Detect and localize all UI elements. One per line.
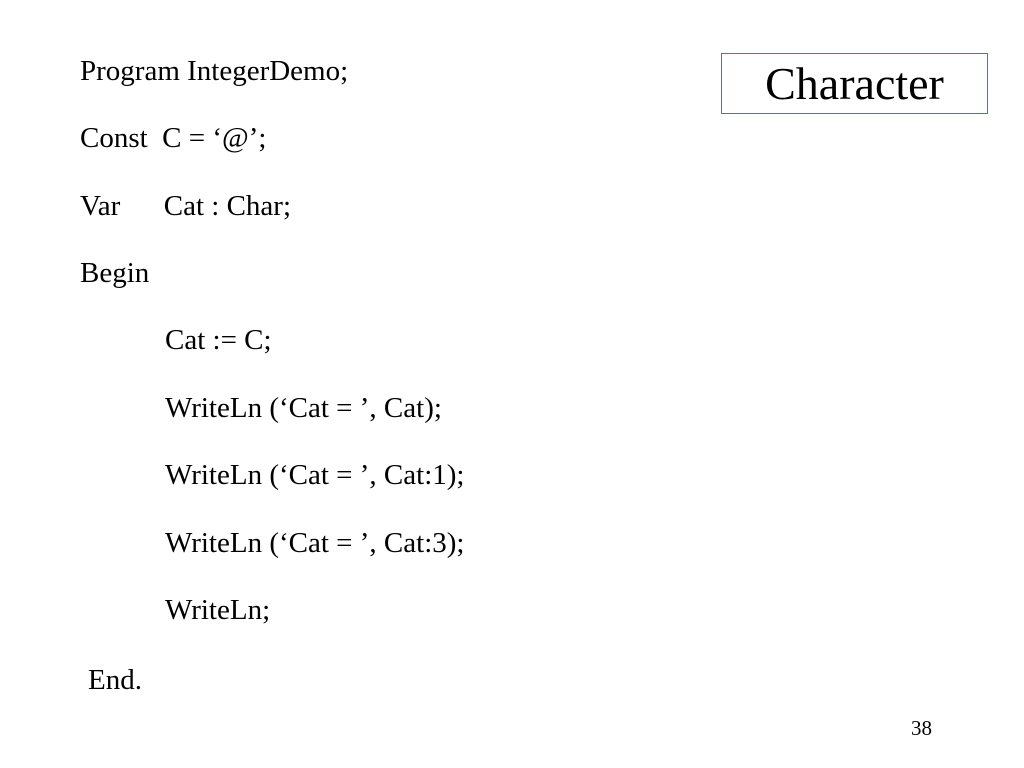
title-box <box>721 53 988 114</box>
code-line-writeln-3: WriteLn (‘Cat = ’, Cat:3); <box>165 527 465 559</box>
code-line-writeln-1: WriteLn (‘Cat = ’, Cat); <box>165 392 442 424</box>
code-line-program: Program IntegerDemo; <box>80 55 349 87</box>
code-line-const: Const C = ‘@’; <box>80 122 267 154</box>
code-line-var: Var Cat : Char; <box>80 190 292 222</box>
code-line-begin: Begin <box>80 257 150 289</box>
slide-title: Character <box>765 57 944 109</box>
page-number: 38 <box>911 716 932 740</box>
code-line-end: End. <box>88 664 142 696</box>
code-line-assign: Cat := C; <box>165 324 272 356</box>
code-line-writeln-2: WriteLn (‘Cat = ’, Cat:1); <box>165 459 465 491</box>
code-line-writeln-4: WriteLn; <box>165 594 271 626</box>
